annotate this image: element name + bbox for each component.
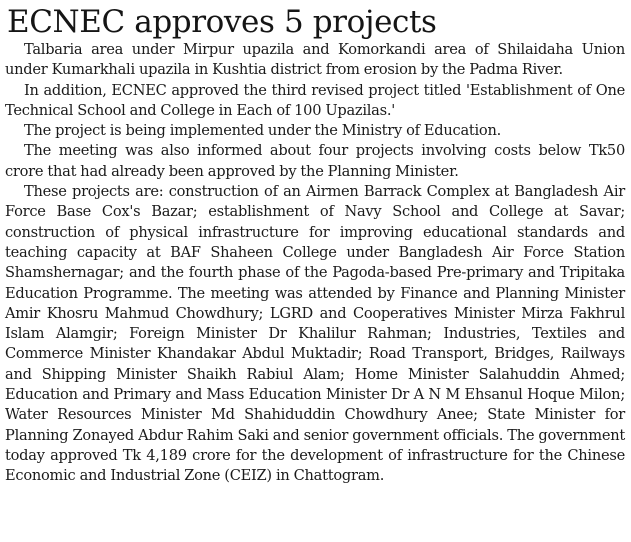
article-paragraph-ministry: The project is being implemented under the Ministry of Education. bbox=[24, 122, 502, 140]
article-paragraph-project-list: These projects are: construction of an Airmen Barrack Complex at Bangladesh Air Force Base Cox's Bazar; establishment of Navy School and College at Savar; construction of physical infrastructure for improving educational standards and teaching capacity at BAF Shaheen College under Bangladesh Air Force Station Shamshernagar; and the fourth phase of the Pagoda-based Pre-primary and Tripitaka Education Programme. The meeting was attended by Finance and Planning Minister Amir Khosru Mahmud Chowdhury; LGRD and Cooperatives Minister Mirza Fakhrul Islam Alamgir; Foreign Minister Dr Khalilur Rahman; Industries, Textiles and Commerce Minister Khandakar Abdul Muktadir; Road Transport, Bridges, Railways and Shipping Minister Shaikh Rabiul Alam; Home Minister Salahuddin Ahmed; Education and Primary and Mass Education Minister Dr A N M Ehsanul Hoque Milon; Water Resources Minister Md Shahiduddin Chowdhury Anee; State Minister for Planning Zonayed Abdur Rahim Saki and senior government officials. The government today approved Tk 4,189 crore for the development of infrastructure for the Chinese Economic and Industrial Zone (CEIZ) in Chattogram. bbox=[5, 183, 625, 485]
article-paragraph-small-projects: The meeting was also informed about four projects involving costs below Tk50 crore that had already been approved by the Planning Minister. bbox=[5, 142, 625, 180]
article-headline: ECNEC approves 5 projects bbox=[7, 4, 437, 40]
article-paragraph-erosion: Talbaria area under Mirpur upazila and Komorkandi area of Shilaidaha Union under Kumarkhali upazila in Kushtia district from erosion by the Padma River. bbox=[5, 41, 625, 79]
article-body bbox=[5, 40, 625, 487]
article-paragraph-technical-school: In addition, ECNEC approved the third revised project titled 'Establishment of One Technical School and College in Each of 100 Upazilas.' bbox=[5, 81, 625, 119]
